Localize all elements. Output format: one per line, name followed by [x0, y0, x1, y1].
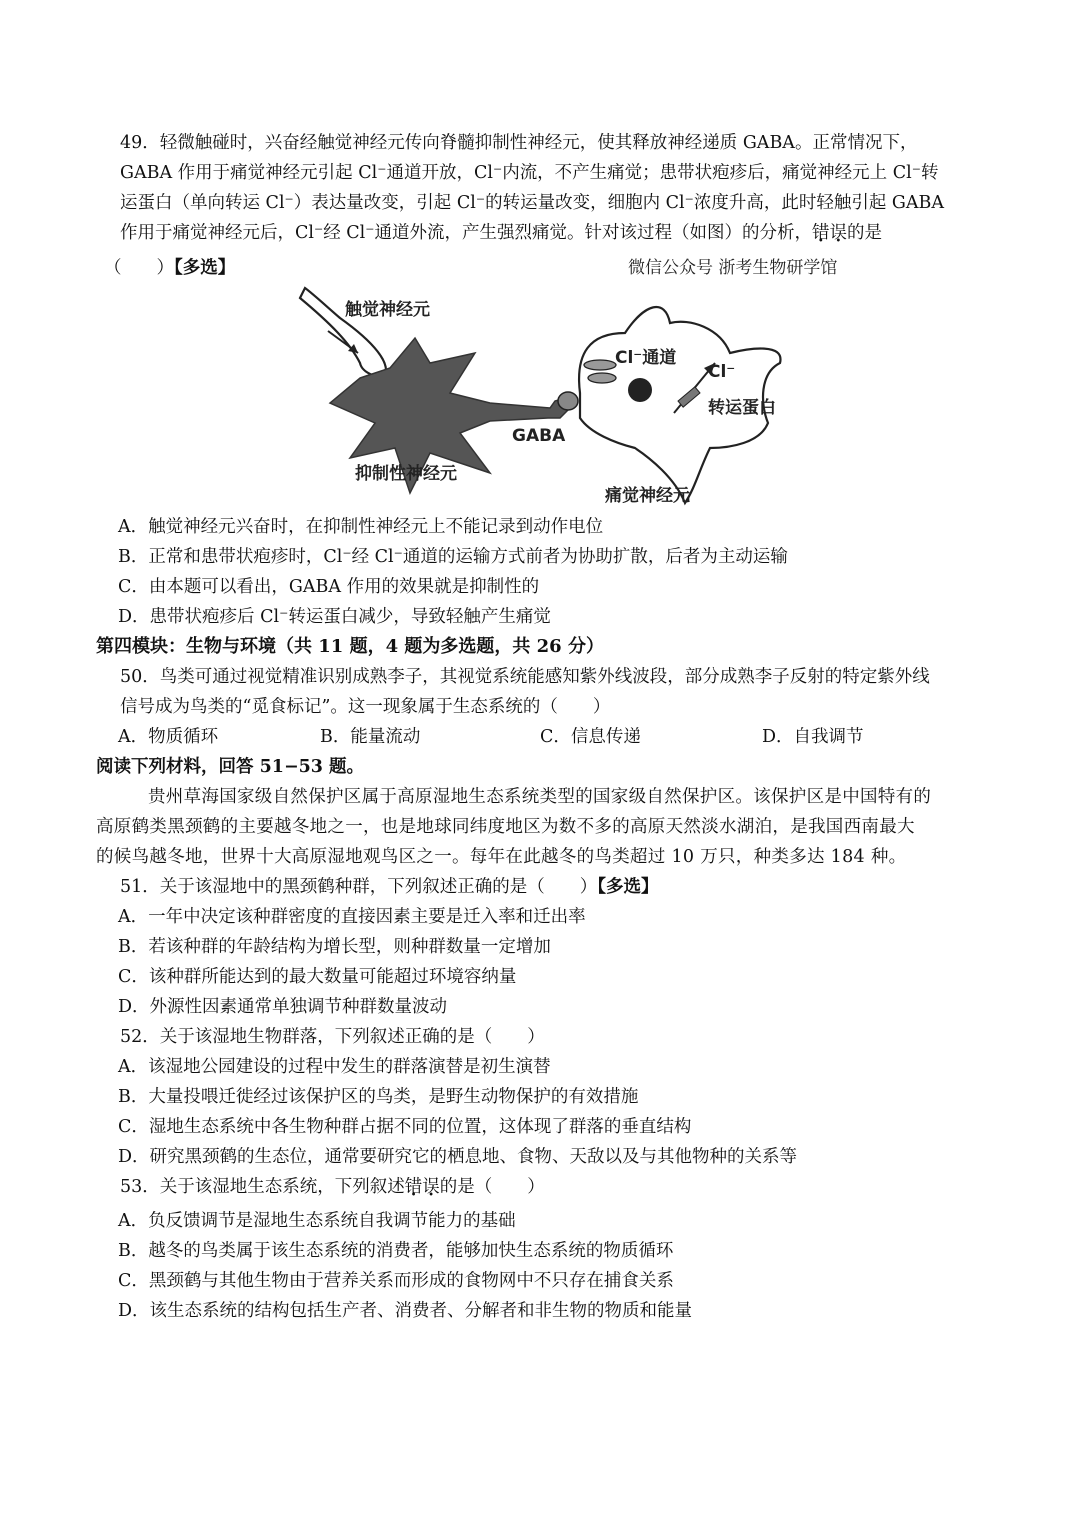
q51-stem — [120, 872, 659, 902]
label-touch-neuron: 触觉神经元 — [345, 300, 430, 320]
q50-option-b: B．能量流动 — [320, 727, 421, 747]
q49-option-a: A．触觉神经元兴奋时，在抑制性神经元上不能记录到动作电位 — [118, 517, 604, 537]
q52-option-c: C．湿地生态系统中各生物种群占据不同的位置，这体现了群落的垂直结构 — [118, 1117, 692, 1137]
q53-option-d: D．该生态系统的结构包括生产者、消费者、分解者和非生物的物质和能量 — [118, 1301, 693, 1321]
q51-option-c: C．该种群所能达到的最大数量可能超过环境容纳量 — [118, 967, 517, 987]
q49-answer-line — [104, 253, 235, 283]
q49-option-b: B．正常和患带状疱疹时，Cl⁻经 Cl⁻通道的运输方式前者为协助扩散，后者为主动运输 — [118, 547, 788, 567]
module-4-heading: 第四模块：生物与环境（共 11 题，4 题为多选题，共 26 分） — [96, 636, 604, 657]
q49-option-c: C．由本题可以看出，GABA 作用的效果就是抑制性的 — [118, 577, 540, 597]
q51-option-d: D．外源性因素通常单独调节种群数量波动 — [118, 997, 448, 1017]
q50-option-c: C．信息传递 — [540, 727, 641, 747]
q49-multi-choice-tag: 【多选】 — [174, 258, 236, 278]
label-gaba: GABA — [512, 426, 566, 446]
q50-stem-line-2: 信号成为鸟类的“觅食标记”。这一现象属于生态系统的（ ） — [120, 697, 611, 717]
q49-stem-line-2: GABA 作用于痛觉神经元引起 Cl⁻通道开放，Cl⁻内流，不产生痛觉；患带状疱疹后，痛觉神经元上 Cl⁻转 — [120, 163, 939, 183]
q51-multi-choice-tag: 【多选】 — [597, 877, 659, 897]
reading-intro: 阅读下列材料，回答 51−53 题。 — [96, 757, 365, 777]
wechat-watermark: 微信公众号 浙考生物研学馆 — [628, 258, 838, 278]
q49-stem-line-3: 运蛋白（单向转运 Cl⁻）表达量改变，引起 Cl⁻的转运量改变，细胞内 Cl⁻浓度升高，此时轻触引起 GABA — [120, 193, 945, 213]
q52-option-b: B．大量投喂迁徙经过该保护区的鸟类，是野生动物保护的有效措施 — [118, 1087, 639, 1107]
q49-emphasis-char-1: 错 — [812, 223, 830, 243]
q53-stem — [120, 1172, 545, 1202]
label-transporter: 转运蛋白 — [708, 398, 776, 418]
q53-emphasis-char-2: 误 — [422, 1177, 440, 1197]
q52-option-a: A．该湿地公园建设的过程中发生的群落演替是初生演替 — [118, 1057, 551, 1077]
label-inhibitory-neuron: 抑制性神经元 — [355, 464, 457, 484]
q53-option-b: B．越冬的鸟类属于该生态系统的消费者，能够加快生态系统的物质循环 — [118, 1241, 674, 1261]
q53-option-c: C．黑颈鹤与其他生物由于营养关系而形成的食物网中不只存在捕食关系 — [118, 1271, 674, 1291]
q51-option-a: A．一年中决定该种群密度的直接因素主要是迁入率和迁出率 — [118, 907, 586, 927]
pain-neuron-nucleus — [628, 378, 652, 402]
label-cl-channel: Cl⁻通道 — [615, 348, 677, 368]
q49-stem-line-4-text: 作用于痛觉神经元后，Cl⁻经 Cl⁻通道外流，产生强烈痛觉。针对该过程（如图）的分析， — [120, 223, 813, 243]
reading-paragraph-line-3: 的候鸟越冬地，世界十大高原湿地观鸟区之一。每年在此越冬的鸟类超过 10 万只，种类多达 184 种。 — [96, 847, 907, 867]
q51-stem-text: 51．关于该湿地中的黑颈鹤种群，下列叙述正确的是（ ） — [120, 877, 598, 897]
q53-stem-end: 的是（ ） — [439, 1177, 545, 1197]
synapse-terminal — [558, 392, 578, 410]
q49-stem-line-4 — [120, 218, 882, 248]
neuron-diagram — [290, 283, 790, 508]
q53-emphasis-char-1: 错 — [404, 1177, 423, 1197]
q49-emphasis-char-2: 误 — [829, 223, 848, 243]
q50-option-d: D．自我调节 — [762, 727, 864, 747]
q52-option-d: D．研究黑颈鹤的生态位，通常要研究它的栖息地、食物、天敌以及与其他物种的关系等 — [118, 1147, 798, 1167]
label-pain-neuron: 痛觉神经元 — [605, 486, 690, 506]
q50-option-a: A．物质循环 — [118, 727, 219, 747]
q49-answer-paren: （ ） — [104, 258, 174, 278]
q51-option-b: B．若该种群的年龄结构为增长型，则种群数量一定增加 — [118, 937, 551, 957]
cl-channel-bottom — [588, 373, 616, 383]
label-cl-ion: Cl⁻ — [708, 362, 736, 382]
q50-stem-line-1: 50．鸟类可通过视觉精准识别成熟李子，其视觉系统能感知紫外线波段，部分成熟李子反射的特定紫外线 — [120, 667, 930, 687]
q52-stem: 52．关于该湿地生物群落，下列叙述正确的是（ ） — [120, 1027, 545, 1047]
reading-paragraph-line-2: 高原鹤类黑颈鹤的主要越冬地之一，也是地球同纬度地区为数不多的高原天然淡水湖泊，是我国西南最大 — [96, 817, 915, 837]
q49-option-d: D．患带状疱疹后 Cl⁻转运蛋白减少，导致轻触产生痛觉 — [118, 607, 551, 627]
q49-stem-line-4-end: 的是 — [847, 223, 883, 243]
q49-stem-line-1: 49．轻微触碰时，兴奋经触觉神经元传向脊髓抑制性神经元，使其释放神经递质 GABA。正常情况下， — [120, 133, 918, 153]
reading-paragraph-line-1: 贵州草海国家级自然保护区属于高原湿地生态系统类型的国家级自然保护区。该保护区是中国特有的 — [148, 787, 932, 807]
q53-stem-text: 53．关于该湿地生态系统，下列叙述 — [120, 1177, 405, 1197]
q53-option-a: A．负反馈调节是湿地生态系统自我调节能力的基础 — [118, 1211, 516, 1231]
cl-channel-top — [584, 360, 616, 370]
